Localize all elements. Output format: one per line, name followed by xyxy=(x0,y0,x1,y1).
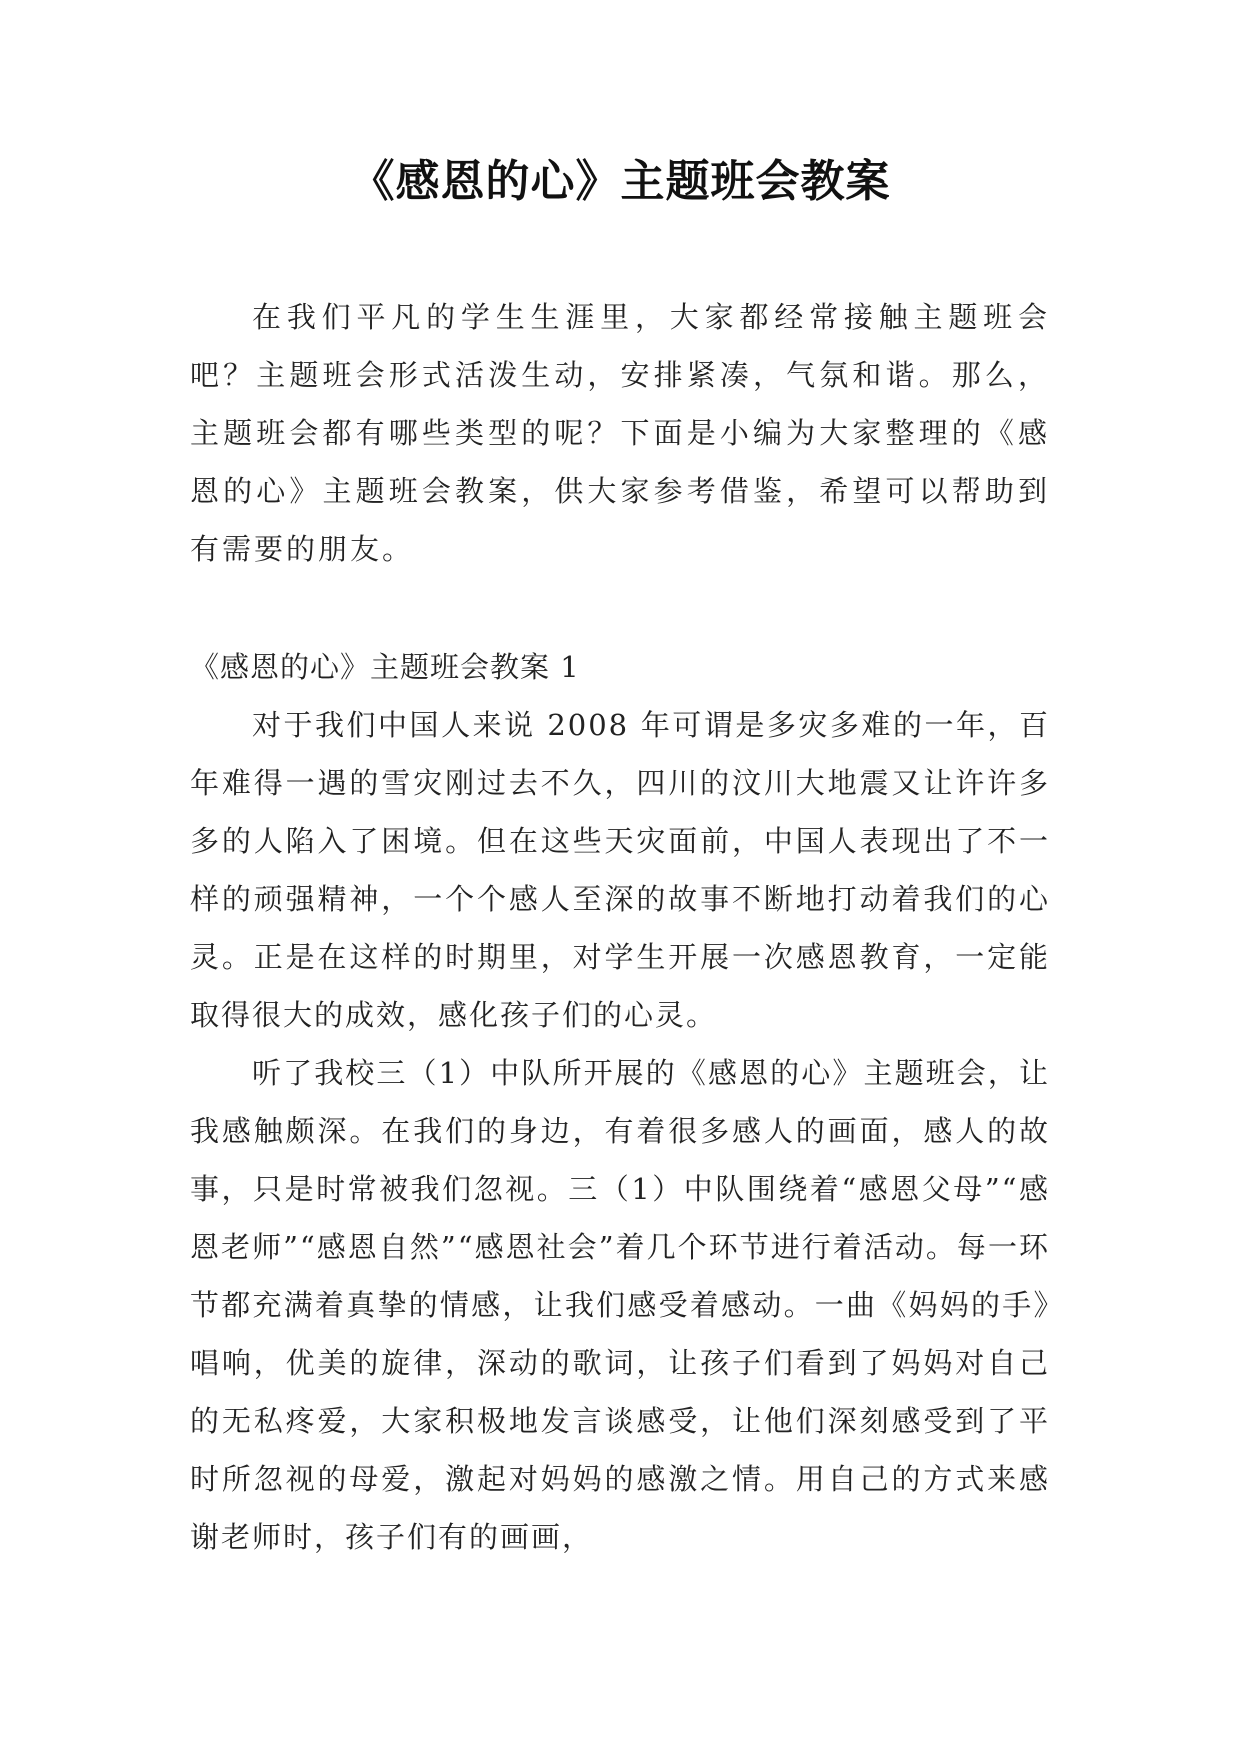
intro-paragraph: 在我们平凡的学生生涯里，大家都经常接触主题班会吧？主题班会形式活泼生动，安排紧凑，气氛和谐。那么，主题班会都有哪些类型的呢？下面是小编为大家整理的《感恩的心》主题班会教案，供大家参考借鉴，希望可以帮助到有需要的朋友。 xyxy=(190,300,1050,566)
body-paragraph: 听了我校三（1）中队所开展的《感恩的心》主题班会，让我感触颇深。在我们的身边，有着很多感人的画面，感人的故事，只是时常被我们忽视。三（1）中队围绕着“感恩父母”“感恩老师”“感恩自然”“感恩社会”着几个环节进行着活动。每一环节都充满着真挚的情感，让我们感受着感动。一曲《妈妈的手》唱响，优美的旋律，深动的歌词，让孩子们看到了妈妈对自己的无私疼爱，大家积极地发言谈感受，让他们深刻感受到了平时所忽视的母爱，激起对妈妈的感激之情。用自己的方式来感谢老师时，孩子们有的画画， xyxy=(190,1056,1050,1554)
section-heading: 《感恩的心》主题班会教案 1 xyxy=(190,650,580,684)
document-title: 《感恩的心》主题班会教案 xyxy=(350,156,891,207)
body-paragraph: 对于我们中国人来说 2008 年可谓是多灾多难的一年，百年难得一遇的雪灾刚过去不久，四川的汶川大地震又让许许多多的人陷入了困境。但在这些天灾面前，中国人表现出了不一样的顽强精神，一个个感人至深的故事不断地打动着我们的心灵。正是在这样的时期里，对学生开展一次感恩教育，一定能取得很大的成效，感化孩子们的心灵。 xyxy=(190,708,1050,1032)
